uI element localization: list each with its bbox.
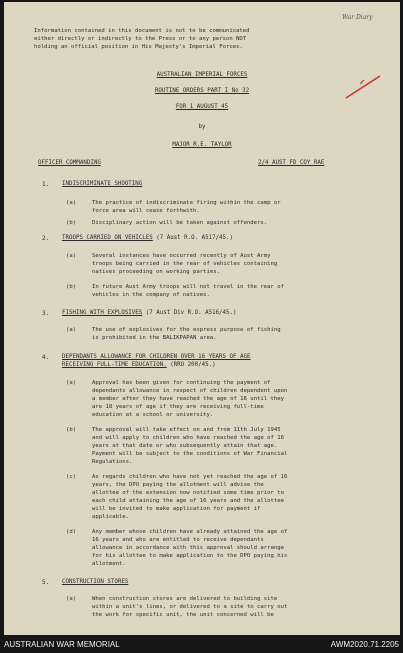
item-label: (b) [66, 427, 77, 433]
item-line: As regards children who have not yet reached the age of 16 [92, 474, 288, 480]
section-heading [62, 362, 216, 370]
item-line: and will apply to children who have reached the age of 16 [92, 435, 284, 441]
archive-footer [0, 636, 403, 653]
item-line: for his allottee to make application to the DPO paying his [92, 553, 288, 559]
item-line: are 18 years of age if they are receiving full-time [92, 404, 264, 410]
footer-institution: AUSTRALIAN WAR MEMORIAL [4, 640, 120, 649]
item-line: When construction stores are delivered to building site [92, 596, 278, 602]
item-line: allotment. [92, 561, 126, 567]
by-line: by [198, 124, 206, 130]
item-line: Several instances have occurred recently of Aust Army [92, 253, 271, 259]
item-label: (c) [66, 474, 77, 480]
item-label: (a) [66, 200, 77, 206]
section-title: TROOPS CARRIED ON VEHICLES [62, 235, 153, 241]
item-label: (a) [66, 253, 77, 259]
item-line: the work for specific unit, the unit concerned will be [92, 612, 274, 618]
force-title: AUSTRALIAN IMPERIAL FORCES [156, 72, 248, 78]
section-number: 1. [42, 181, 50, 188]
section-title: CONSTRUCTION STORES [62, 579, 129, 585]
notice-line-1: Information contained in this document is not to be communicated [34, 28, 250, 34]
item-line: a member after they have reached the age of 16 until they [92, 396, 284, 402]
unit-name: 2/4 AUST FD COY RAE [258, 160, 325, 166]
item-line: The practice of indiscriminate firing within the camp or [92, 200, 281, 206]
footer-reference: AWM2020.71.2205 [330, 640, 399, 649]
section-number: 5. [42, 579, 50, 586]
notice-line-2: either directly or indirectly to the Press or to any person NOT [34, 36, 247, 42]
item-line: dependants allowance in respect of children dependent upon [92, 388, 288, 394]
section-heading [62, 310, 237, 318]
section-number: 4. [42, 354, 50, 361]
item-line: The use of explosives for the express purpose of fishing [92, 327, 281, 333]
orders-title: ROUTINE ORDERS PART I No 32 [154, 88, 250, 94]
orders-date: FOR 1 AUGUST 45 [175, 104, 229, 110]
officer-role: OFFICER COMMANDING [38, 160, 101, 166]
handwritten-note: War Diary [342, 14, 373, 21]
item-line: 16 years and who are entitled to receive dependants [92, 537, 264, 543]
notice-line-3: holding an official position in His Majesty's Imperial Forces. [34, 44, 243, 50]
item-line: Regulations. [92, 459, 133, 465]
item-label: (b) [66, 220, 77, 226]
item-line: Payment will be subject to the conditions of War Financial [92, 451, 288, 457]
item-label: (a) [66, 596, 77, 602]
section-title: DEPENDANTS ALLOWANCE FOR CHILDREN OVER 16 YEARS OF AGE [62, 354, 251, 360]
section-number: 3. [42, 310, 50, 317]
item-line: within a unit's lines, or delivered to a site to carry out [92, 604, 288, 610]
item-label: (d) [66, 529, 77, 535]
section-reference: (7 Aust Div R.O. A516/45.) [142, 310, 237, 316]
item-line: Disciplinary action will be taken against offenders. [92, 220, 268, 226]
item-label: (a) [66, 327, 77, 333]
item-line: allowance in accordance with this approval should arrange [92, 545, 284, 551]
item-line: force area will cease forthwith. [92, 208, 200, 214]
item-line: allottee of the extension now notified some time prior to [92, 490, 284, 496]
item-line: years at that date or who subsequently attain that age. [92, 443, 278, 449]
section-number: 2. [42, 235, 50, 242]
item-line: Any member whose children have already attained the age of [92, 529, 288, 535]
item-label: (b) [66, 284, 77, 290]
item-line: The approval will take effect on and from 11th July 1945 [92, 427, 281, 433]
item-line: education at a school or university. [92, 412, 214, 418]
item-label: (a) [66, 380, 77, 386]
item-line: each child attaining the age of 16 years and the allottee [92, 498, 284, 504]
section-heading [62, 235, 233, 243]
item-line: is prohibited in the BALIKPAPAN area. [92, 335, 217, 341]
item-line: Approval has been given for continuing the payment of [92, 380, 271, 386]
document-page [4, 2, 400, 635]
item-line: In future Aust Army troops will not travel in the rear of [92, 284, 284, 290]
section-title: RECEIVING FULL-TIME EDUCATION. [62, 362, 167, 368]
item-line: natives proceeding on working parties. [92, 269, 220, 275]
item-line: troops being carried in the rear of vehicles containing [92, 261, 278, 267]
section-title: FISHING WITH EXPLOSIVES [62, 310, 143, 316]
section-title: INDISCRIMINATE SHOOTING [62, 181, 143, 187]
section-reference: (7 Aust R.O. A517/45.) [152, 235, 234, 241]
item-line: vehicles in the company of natives. [92, 292, 210, 298]
item-line: years, the DPO paying the allotment will advise the [92, 482, 264, 488]
item-line: applicable. [92, 514, 130, 520]
officer-name: MAJOR R.E. TAYLOR [172, 142, 232, 148]
item-line: will be invited to make application for payment if [92, 506, 261, 512]
section-reference: (RRO 200/45.) [166, 362, 216, 368]
